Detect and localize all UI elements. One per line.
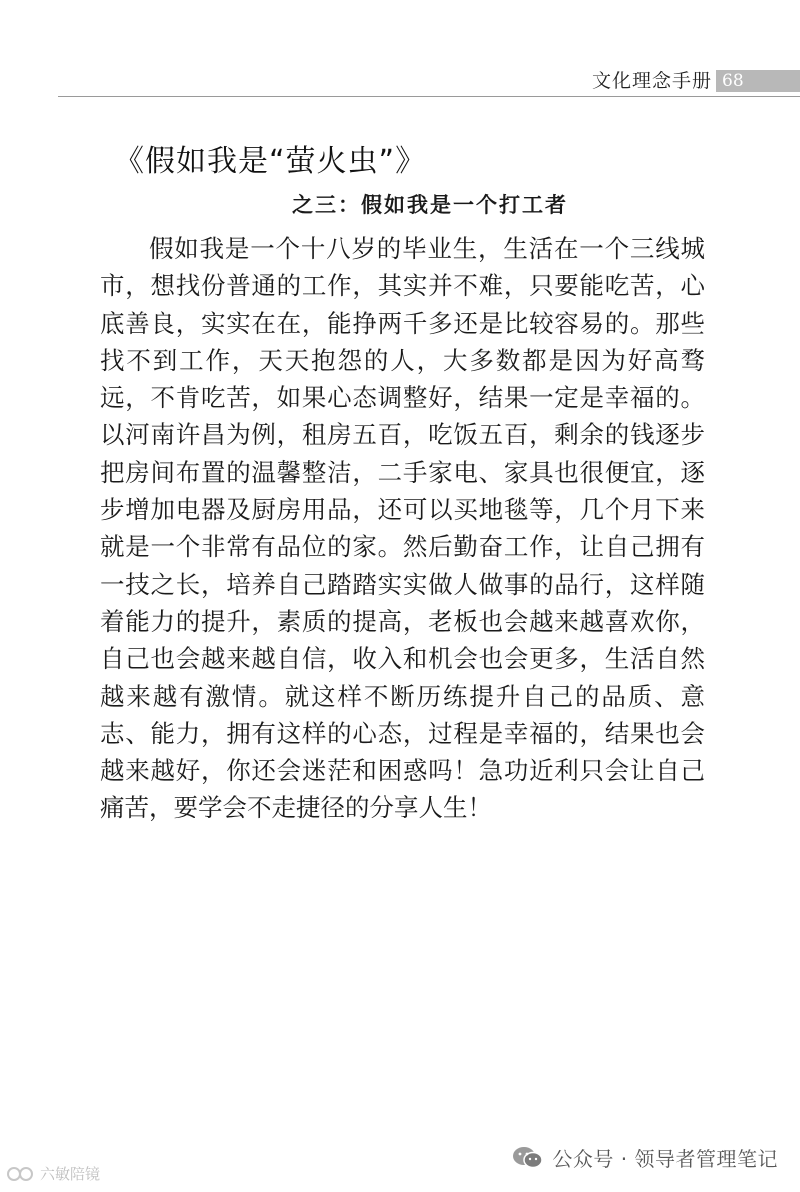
header-rule bbox=[58, 96, 800, 97]
article-subtitle: 之三：假如我是一个打工者 bbox=[292, 192, 568, 217]
article-title: 《假如我是“萤火虫”》 bbox=[114, 144, 427, 179]
watermark-left-text: 六敏陪镜 bbox=[40, 1165, 101, 1183]
watermark-right-text: 公众号 · 领导者管理笔记 bbox=[552, 1147, 778, 1171]
running-header bbox=[0, 66, 800, 96]
watermark-right bbox=[512, 1143, 778, 1172]
wechat-icon bbox=[512, 1145, 544, 1171]
header-title: 文化理念手册 bbox=[591, 70, 712, 92]
page-number-tab bbox=[716, 70, 800, 92]
page-number: 68 bbox=[722, 71, 744, 91]
brand-logo-icon bbox=[6, 1164, 36, 1184]
watermark-left bbox=[6, 1163, 100, 1184]
article-body: 假如我是一个十八岁的毕业生，生活在一个三线城市，想找份普通的工作，其实并不难，只要能吃苦，心底善良，实实在在，能挣两千多还是比较容易的。那些找不到工作，天天抱怨的人，大多数都是因为好高骛远，不肯吃苦，如果心态调整好，结果一定是幸福的。以河南许昌为例，租房五百，吃饭五百，剩余的钱逐步把房间布置的温馨整洁，二手家电、家具也很便宜，逐步增加电器及厨房用品，还可以买地毯等，几个月下来就是一个非常有品位的家。然后勤奋工作，让自己拥有一技之长，培养自己踏踏实实做人做事的品行，这样随着能力的提升，素质的提高，老板也会越来越喜欢你，自己也会越来越自信，收入和机会也会更多，生活自然越来越有激情。就这样不断历练提升自己的品质、意志、能力，拥有这样的心态，过程是幸福的，结果也会越来越好，你还会迷茫和困惑吗！急功近利只会让自己痛苦，要学会不走捷径的分享人生！ bbox=[100, 234, 705, 823]
